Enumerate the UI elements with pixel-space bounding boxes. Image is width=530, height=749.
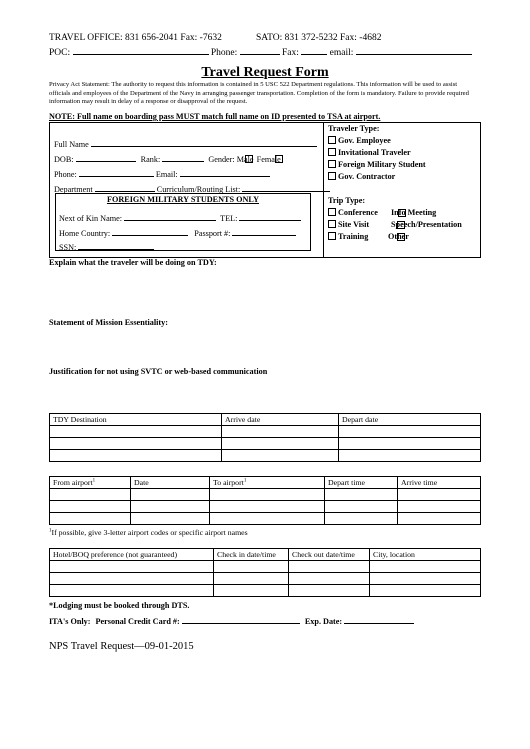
checkbox[interactable]: [328, 160, 336, 168]
checkbox[interactable]: [328, 232, 336, 240]
checkbox[interactable]: [397, 233, 405, 241]
table-row[interactable]: [50, 450, 481, 462]
traveler-email-field[interactable]: [180, 167, 270, 177]
trip-type-speech[interactable]: [391, 220, 462, 229]
exp-date-field[interactable]: [344, 614, 414, 624]
table-header-row: [50, 414, 481, 426]
full-name-row: [54, 137, 317, 149]
curriculum-label: Curriculum/Routing List:: [156, 185, 241, 194]
table-row[interactable]: [50, 513, 481, 525]
trip-type-info-meeting[interactable]: [391, 208, 436, 217]
dob-label: DOB:: [54, 155, 74, 164]
email-label: Email:: [155, 170, 178, 179]
option-label: Other: [388, 232, 409, 241]
option-label: Training: [338, 232, 369, 241]
gender-label: Gender: Male: [208, 155, 254, 164]
option-label: Invitational Traveler: [338, 148, 411, 157]
checkbox[interactable]: [398, 209, 406, 217]
female-checkbox[interactable]: [275, 155, 283, 163]
table-row[interactable]: [50, 561, 481, 573]
next-of-kin-label: Next of Kin Name:: [59, 214, 122, 223]
option-label: Conference: [338, 208, 378, 217]
option-label: Speech/Presentation: [391, 220, 462, 229]
full-name-field[interactable]: [91, 137, 317, 147]
table-row[interactable]: [50, 585, 481, 597]
depart-time-header: Depart time: [325, 477, 398, 489]
checkbox[interactable]: [328, 220, 336, 228]
checkbox[interactable]: [328, 172, 336, 180]
dob-field[interactable]: [76, 152, 136, 162]
table-row[interactable]: [50, 501, 481, 513]
city-location-header: City, location: [370, 549, 481, 561]
full-name-label: Full Name: [54, 140, 89, 149]
next-of-kin-row: [59, 211, 301, 223]
traveler-type-foreign-military[interactable]: [328, 160, 426, 169]
checkbox[interactable]: [328, 148, 336, 156]
trip-type-conference[interactable]: [328, 208, 378, 217]
table-header-row: [50, 549, 481, 561]
ssn-field[interactable]: [78, 240, 154, 250]
poc-phone-field[interactable]: [240, 45, 280, 55]
foreign-military-heading: FOREIGN MILITARY STUDENTS ONLY: [106, 195, 260, 204]
table-row[interactable]: [50, 489, 481, 501]
home-country-label: Home Country:: [59, 229, 111, 238]
trip-type-other[interactable]: [388, 232, 409, 241]
fax-label: Fax:: [282, 48, 299, 58]
trip-type-site-visit[interactable]: [328, 220, 369, 229]
credit-card-label: Personal Credit Card #:: [95, 617, 180, 626]
tel-label: TEL:: [220, 214, 238, 223]
travel-office-contact: TRAVEL OFFICE: 831 656-2041 Fax: -7632: [49, 33, 222, 43]
table-row[interactable]: [50, 438, 481, 450]
ssn-label: SSN:: [59, 243, 77, 252]
privacy-statement: Privacy Act Statement: The authority to request this information is contained in 5 USC 522 Department regulations. This information will be used to assist officials and employees of the Department of the Navy in arranging passenger transportation. Completion of the form is mandatory. Failure to provide required information may result in delay of a response or disapproval of the request.: [49, 81, 469, 106]
rank-label: Rank:: [140, 155, 161, 164]
page-title: Travel Request Form: [201, 65, 329, 80]
email-label: email:: [329, 48, 354, 58]
checkbox[interactable]: [397, 221, 405, 229]
footer-form-id: NPS Travel Request—09-01-2015: [49, 641, 194, 652]
justification-heading: Justification for not using SVTC or web-based communication: [49, 367, 268, 376]
arrive-date-header: Arrive date: [222, 414, 339, 426]
airport-table: [49, 476, 481, 525]
table-row[interactable]: [50, 426, 481, 438]
checkbox[interactable]: [328, 208, 336, 216]
tdy-table: [49, 413, 481, 462]
explain-heading: Explain what the traveler will be doing on TDY:: [49, 258, 217, 267]
poc-row: [49, 45, 472, 58]
male-checkbox[interactable]: [245, 155, 253, 163]
boarding-pass-note: NOTE: Full name on boarding pass MUST match full name on ID presented to TSA at airport.: [49, 112, 381, 121]
date-header: Date: [131, 477, 210, 489]
from-airport-header: From airport$^1$: [50, 477, 131, 489]
hotel-table: [49, 548, 481, 597]
mission-heading: Statement of Mission Essentiality:: [49, 318, 168, 327]
ita-row: [49, 614, 414, 626]
to-airport-header: To airport$^1$: [210, 477, 325, 489]
table-row[interactable]: [50, 573, 481, 585]
check-out-header: Check out date/time: [289, 549, 370, 561]
traveler-type-contractor[interactable]: [328, 172, 395, 181]
option-label: Gov. Contractor: [338, 172, 396, 181]
depart-date-header: Depart date: [339, 414, 481, 426]
department-label: Department: [54, 185, 93, 194]
poc-fax-field[interactable]: [301, 45, 327, 55]
ssn-row: [59, 240, 154, 252]
airport-footnote: $^1$If possible, give 3-letter airport codes or specific airport names: [49, 528, 248, 537]
ita-label: ITA's Only:: [49, 617, 91, 626]
female-label: Female: [256, 155, 281, 164]
tdy-destination-header: TDY Destination: [50, 414, 222, 426]
phone-label: Phone:: [210, 48, 238, 58]
dob-row: [54, 152, 285, 164]
department-field[interactable]: [95, 182, 155, 192]
exp-date-label: Exp. Date:: [304, 617, 343, 626]
sato-contact: SATO: 831 372-5232 Fax: -4682: [256, 33, 382, 43]
phone-email-row: [54, 167, 270, 179]
option-label: Gov. Employee: [338, 136, 391, 145]
poc-field[interactable]: [73, 45, 209, 55]
option-label: Site Visit: [338, 220, 370, 229]
table-header-row: [50, 477, 481, 489]
poc-label: POC:: [49, 48, 71, 58]
trip-type-heading: Trip Type:: [328, 196, 366, 205]
arrive-time-header: Arrive time: [398, 477, 481, 489]
tel-field[interactable]: [239, 211, 301, 221]
rank-field[interactable]: [162, 152, 204, 162]
checkbox[interactable]: [328, 136, 336, 144]
traveler-phone-field[interactable]: [79, 167, 154, 177]
traveler-type-invitational[interactable]: [328, 148, 411, 157]
lodging-note: *Lodging must be booked through DTS.: [49, 601, 190, 610]
check-in-header: Check in date/time: [214, 549, 289, 561]
passport-label: Passport #:: [194, 229, 231, 238]
hotel-preference-header: Hotel/BOQ preference (not guaranteed): [50, 549, 214, 561]
option-label: Foreign Military Student: [338, 160, 426, 169]
option-label: Info Meeting: [391, 208, 437, 217]
passport-field[interactable]: [232, 226, 296, 236]
poc-email-field[interactable]: [356, 45, 472, 55]
curriculum-field[interactable]: [242, 182, 330, 192]
home-country-field[interactable]: [112, 226, 188, 236]
traveler-type-heading: Traveler Type:: [328, 124, 380, 133]
next-of-kin-field[interactable]: [124, 211, 216, 221]
credit-card-field[interactable]: [182, 614, 300, 624]
home-country-row: [59, 226, 296, 238]
traveler-type-gov-employee[interactable]: [328, 136, 391, 145]
phone-label: Phone:: [54, 170, 77, 179]
trip-type-training[interactable]: [328, 232, 368, 241]
